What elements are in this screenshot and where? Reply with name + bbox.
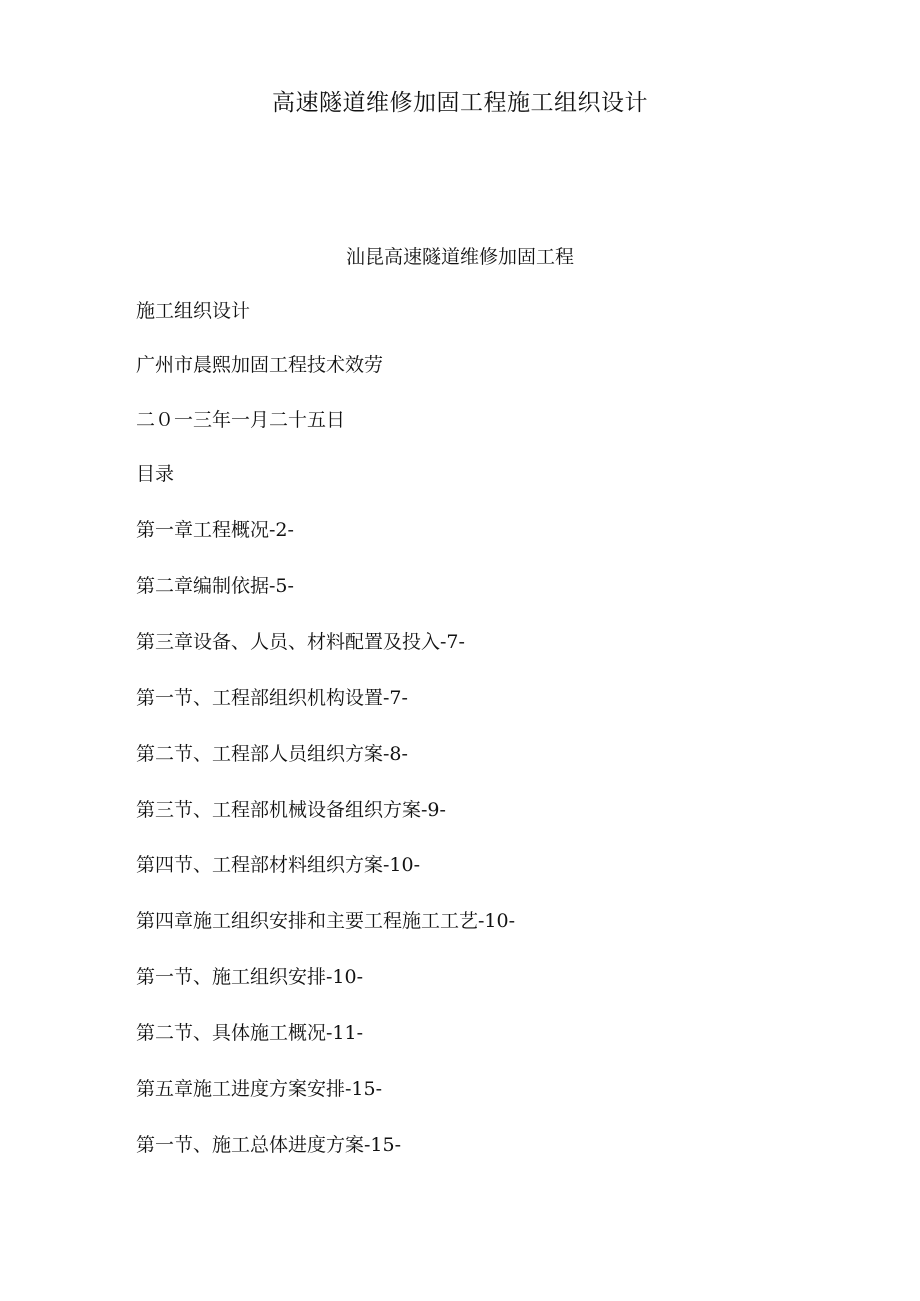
company-name: 广州市晨熙加固工程技术效劳 — [136, 354, 384, 376]
toc-entry[interactable]: 第二章编制依据-5- — [136, 575, 294, 597]
toc-entry[interactable]: 第三章设备、人员、材料配置及投入-7- — [136, 631, 465, 653]
document-subtitle: 施工组织设计 — [136, 300, 251, 322]
toc-entry[interactable]: 第一节、施工总体进度方案-15- — [136, 1134, 402, 1156]
document-title: 高速隧道维修加固工程施工组织设计 — [272, 90, 648, 116]
document-date: 二０一三年一月二十五日 — [136, 409, 346, 431]
toc-heading: 目录 — [136, 463, 175, 485]
toc-entry[interactable]: 第四节、工程部材料组织方案-10- — [136, 854, 421, 876]
toc-entry[interactable]: 第五章施工进度方案安排-15- — [136, 1078, 383, 1100]
project-name: 汕昆高速隧道维修加固工程 — [345, 246, 574, 268]
toc-entry[interactable]: 第一章工程概况-2- — [136, 519, 294, 541]
toc-entry[interactable]: 第一节、工程部组织机构设置-7- — [136, 687, 408, 709]
toc-entry[interactable]: 第一节、施工组织安排-10- — [136, 966, 364, 988]
toc-entry[interactable]: 第二节、工程部人员组织方案-8- — [136, 743, 408, 765]
toc-entry[interactable]: 第四章施工组织安排和主要工程施工工艺-10- — [136, 910, 516, 932]
toc-entry[interactable]: 第二节、具体施工概况-11- — [136, 1022, 364, 1044]
toc-entry[interactable]: 第三节、工程部机械设备组织方案-9- — [136, 799, 446, 821]
